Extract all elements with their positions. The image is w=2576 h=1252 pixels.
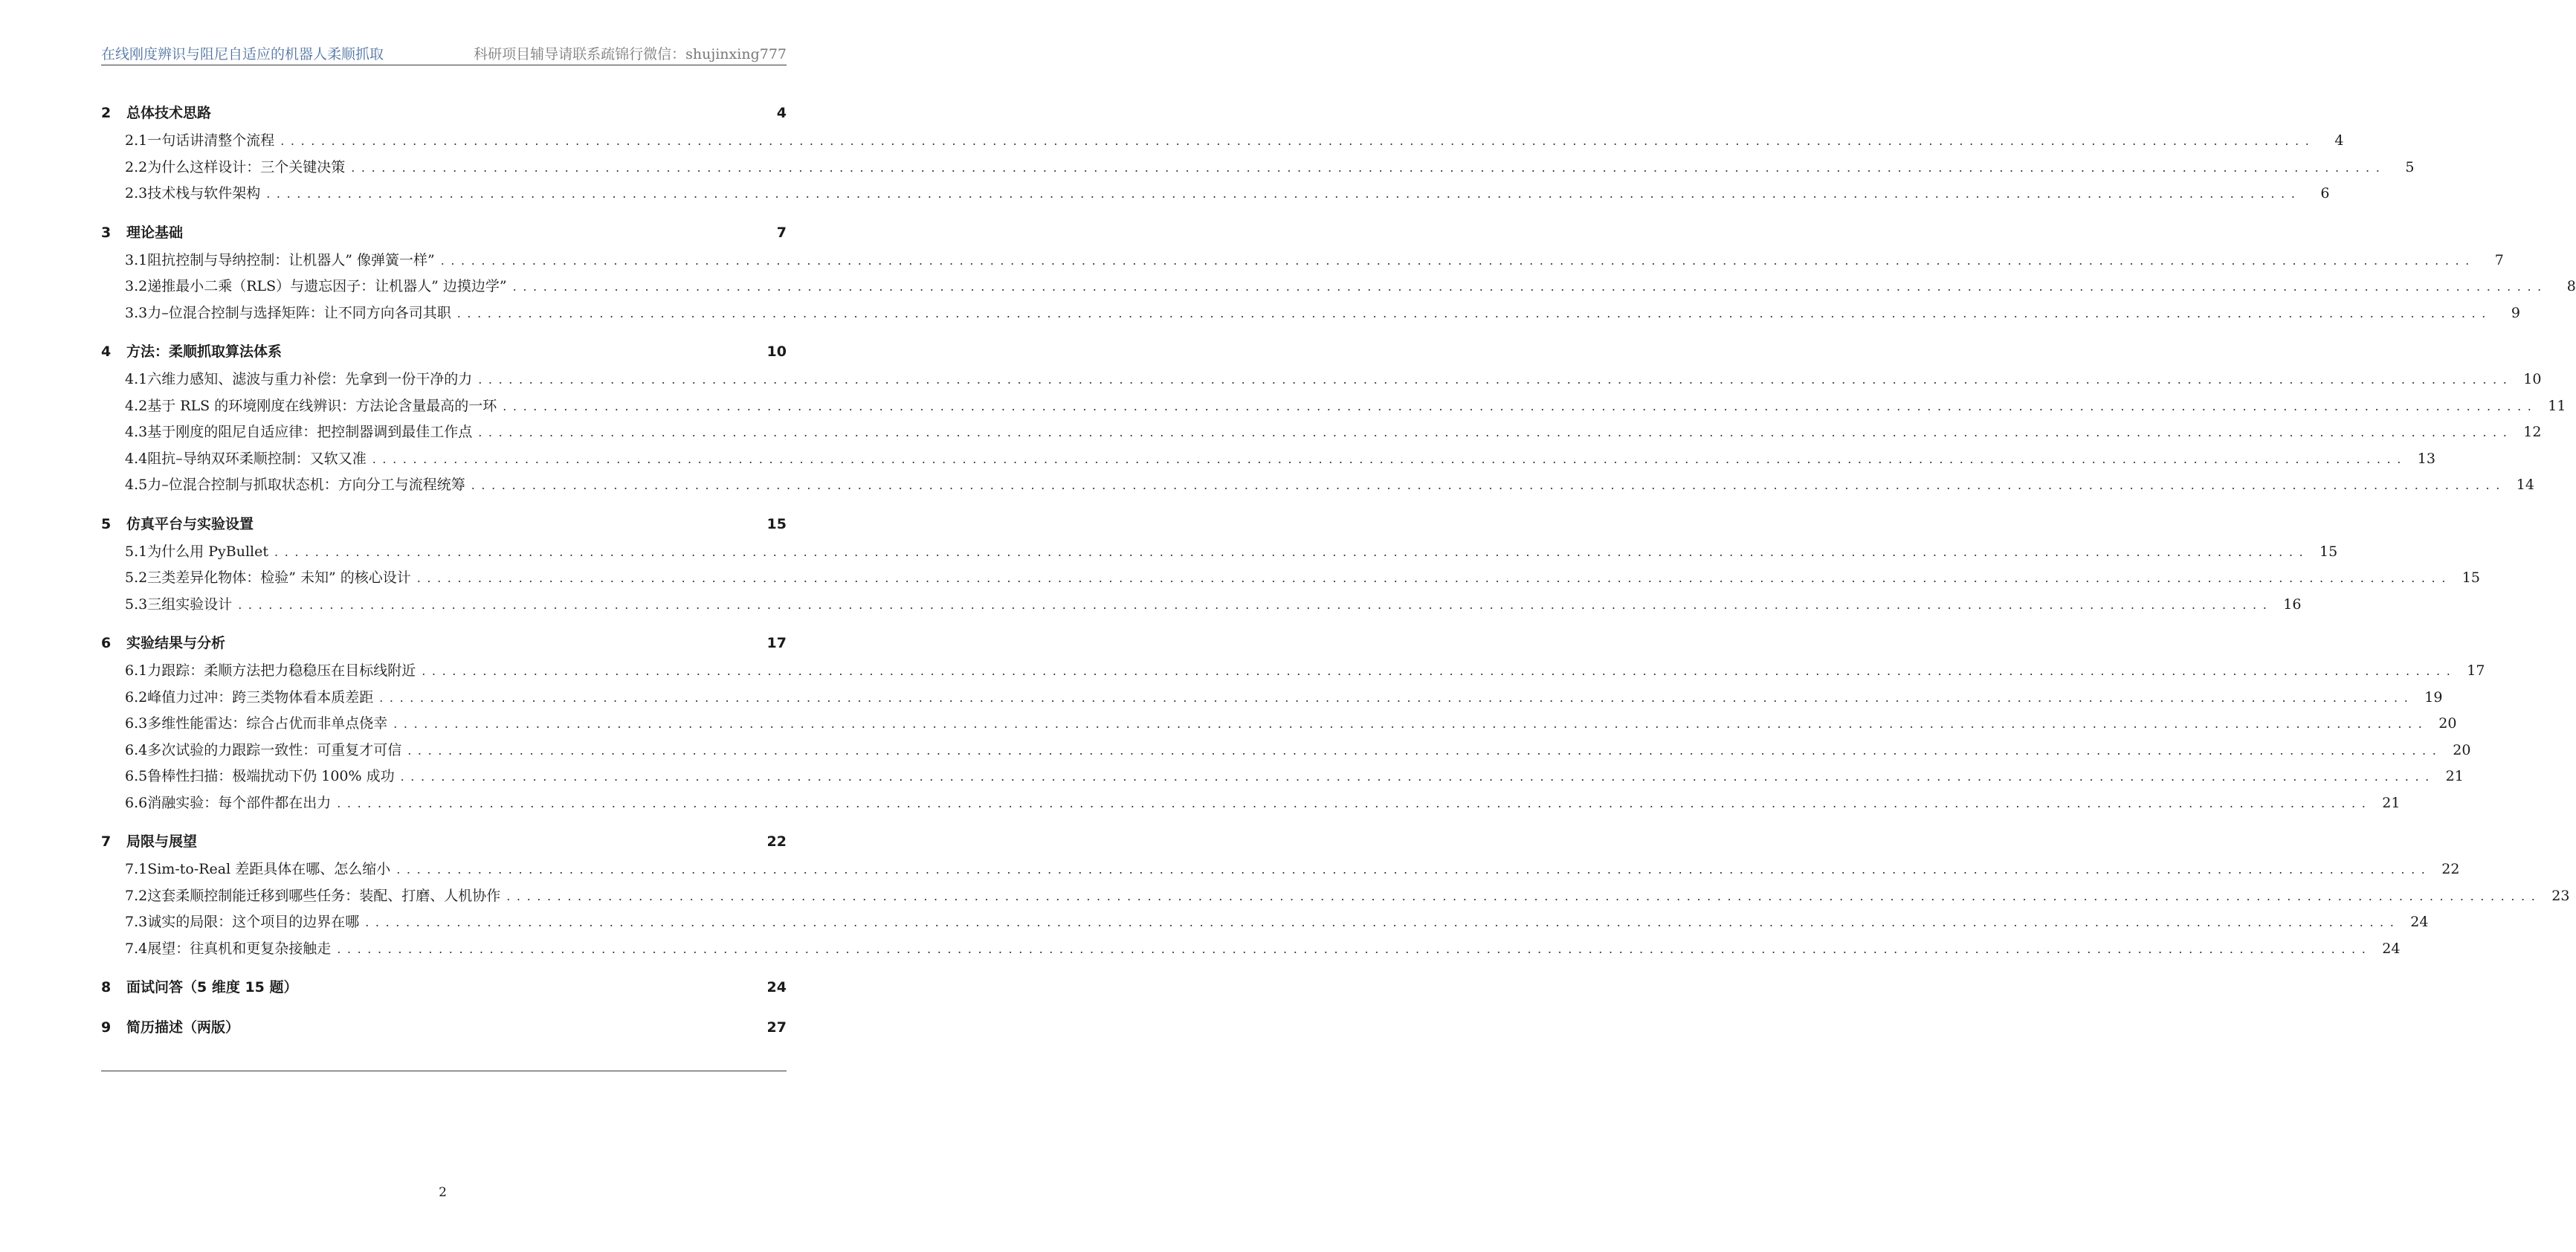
subsection-number: 3.1: [125, 251, 148, 268]
subsection-page: 20: [2438, 715, 2457, 732]
section-page: 15: [766, 515, 787, 532]
toc-section-entry[interactable]: [101, 337, 787, 367]
dot-leader: ........................................................................................................................................................................................................: [456, 306, 2492, 320]
toc-subsection-entry[interactable]: [101, 764, 2464, 790]
subsection-title: 阻抗控制与导纳控制：让机器人” 像弹簧一样”: [147, 251, 435, 268]
subsection-page: 11: [2548, 397, 2566, 414]
subsection-title: 为什么这样设计：三个关键决策: [147, 158, 346, 175]
subsection-title: 基于 RLS 的环境刚度在线辨识：方法论含量最高的一环: [147, 397, 497, 414]
toc-subsection-entry[interactable]: [101, 711, 2457, 738]
section-number: 2: [101, 105, 112, 121]
section-page: 27: [766, 1019, 787, 1036]
dot-leader: ........................................................................................................................................................................................................: [506, 888, 2542, 903]
dot-leader: ........................................................................................................................................................................................................: [422, 664, 2457, 678]
subsection-number: 6.5: [125, 768, 148, 784]
subsection-title: 三组实验设计: [147, 596, 233, 613]
toc-subsection-entry[interactable]: [101, 155, 2415, 181]
subsection-page: 15: [2462, 569, 2480, 586]
toc-section: [101, 827, 2570, 962]
toc-subsection-entry[interactable]: [101, 393, 2566, 420]
toc-section: [101, 509, 2480, 619]
toc-section-entry[interactable]: [101, 98, 787, 128]
subsection-title: 基于刚度的阻尼自适应律：把控制器调到最佳工作点: [147, 424, 473, 440]
toc-subsection-entry[interactable]: [101, 274, 2576, 300]
subsection-number: 4.1: [125, 371, 148, 387]
subsection-page: 9: [2511, 304, 2520, 321]
toc-subsection-entry[interactable]: [101, 856, 2460, 883]
section-number: 9: [101, 1019, 112, 1036]
dot-leader: ........................................................................................................................................................................................................: [266, 187, 2302, 201]
subsection-page: 4: [2334, 132, 2344, 149]
section-page: 17: [766, 635, 787, 651]
subsection-title: 峰值力过冲：跨三类物体看本质差距: [147, 688, 374, 706]
subsection-number: 3.2: [125, 278, 148, 294]
toc-subsection-entry[interactable]: [101, 790, 2401, 817]
subsection-number: 6.2: [125, 688, 148, 706]
subsection-title: 多次试验的力跟踪一致性：可重复才可信: [147, 741, 402, 758]
subsection-title: 六维力感知、滤波与重力补偿：先拿到一份干净的力: [147, 371, 473, 387]
subsection-number: 7.4: [125, 940, 148, 957]
dot-leader: ........................................................................................................................................................................................................: [440, 253, 2476, 268]
subsection-number: 6.4: [125, 741, 148, 758]
section-title: 实验结果与分析: [126, 635, 226, 651]
subsection-number: 7.2: [125, 887, 148, 904]
toc-section-entry[interactable]: [101, 972, 787, 1002]
dot-leader: ........................................................................................................................................................................................................: [274, 544, 2310, 559]
section-title: 总体技术思路: [126, 105, 212, 121]
toc-subsection-entry[interactable]: [101, 738, 2471, 764]
toc-subsection-entry[interactable]: [101, 539, 2338, 566]
subsection-title: 力跟踪：柔顺方法把力稳稳压在目标线附近: [147, 662, 416, 679]
subsection-page: 14: [2516, 477, 2534, 493]
section-number: 5: [101, 515, 112, 532]
toc-subsection-entry[interactable]: [101, 300, 2520, 327]
subsection-title: 这套柔顺控制能迁移到哪些任务：装配、打磨、人机协作: [147, 887, 501, 904]
subsection-number: 5.3: [125, 596, 148, 613]
toc-subsection-entry[interactable]: [101, 248, 2504, 274]
section-title: 仿真平台与实验设置: [126, 515, 254, 532]
subsection-title: 鲁棒性扫描：极端扰动下仍 100% 成功: [147, 768, 395, 784]
toc-section: [101, 1013, 787, 1042]
subsection-number: 7.1: [125, 861, 148, 877]
subsection-title: 力–位混合控制与抓取状态机：方向分工与流程统筹: [147, 477, 465, 493]
subsection-number: 2.2: [125, 158, 148, 175]
section-number: 7: [101, 833, 112, 850]
dot-leader: ........................................................................................................................................................................................................: [503, 398, 2538, 413]
toc-subsection-entry[interactable]: [101, 446, 2435, 473]
table-of-contents: [101, 98, 2576, 1053]
section-number: 4: [101, 343, 112, 360]
subsection-number: 4.3: [125, 424, 148, 440]
toc-subsection-entry[interactable]: [101, 592, 2302, 619]
subsection-number: 7.3: [125, 914, 148, 930]
toc-section: [101, 337, 2566, 499]
dot-leader: ........................................................................................................................................................................................................: [400, 769, 2435, 784]
section-page: 7: [776, 224, 787, 241]
subsection-number: 2.1: [125, 132, 148, 149]
section-title: 理论基础: [126, 224, 184, 241]
running-title: 在线刚度辨识与阻尼自适应的机器人柔顺抓取: [101, 46, 384, 62]
subsection-page: 24: [2382, 940, 2401, 957]
subsection-page: 23: [2551, 887, 2570, 904]
subsection-page: 19: [2424, 688, 2443, 706]
toc-section-entry[interactable]: [101, 1013, 787, 1042]
section-title: 方法：柔顺抓取算法体系: [126, 343, 283, 360]
toc-section: [101, 98, 2415, 207]
subsection-page: 12: [2523, 424, 2542, 440]
section-page: 10: [766, 343, 787, 360]
page-number: 2: [439, 1185, 447, 1200]
section-number: 6: [101, 635, 112, 651]
toc-subsection-entry[interactable]: [101, 909, 2429, 936]
section-page: 4: [776, 105, 787, 121]
dot-leader: ........................................................................................................................................................................................................: [396, 862, 2432, 877]
subsection-number: 4.4: [125, 450, 148, 467]
dot-leader: ........................................................................................................................................................................................................: [365, 915, 2401, 929]
dot-leader: ........................................................................................................................................................................................................: [238, 597, 2273, 612]
toc-subsection-entry[interactable]: [101, 181, 2330, 207]
subsection-title: 多维性能雷达：综合占优而非单点侥幸: [147, 715, 388, 732]
toc-subsection-entry[interactable]: [101, 658, 2485, 685]
subsection-page: 16: [2283, 596, 2302, 613]
subsection-page: 20: [2453, 741, 2471, 758]
dot-leader: ........................................................................................................................................................................................................: [416, 571, 2452, 585]
subsection-title: 三类差异化物体：检验” 未知” 的核心设计: [147, 569, 411, 586]
toc-subsection-entry[interactable]: [101, 367, 2542, 393]
toc-section: [101, 628, 2485, 816]
section-number: 8: [101, 979, 112, 996]
subsection-number: 4.2: [125, 397, 148, 414]
dot-leader: ........................................................................................................................................................................................................: [351, 160, 2386, 175]
subsection-page: 10: [2523, 371, 2542, 387]
subsection-number: 6.6: [125, 794, 148, 811]
toc-section: [101, 972, 787, 1002]
subsection-page: 24: [2410, 914, 2429, 930]
subsection-number: 3.3: [125, 304, 148, 321]
toc-section-entry[interactable]: [101, 218, 787, 248]
toc-section-entry[interactable]: [101, 509, 787, 539]
subsection-title: 诚实的局限：这个项目的边界在哪: [147, 914, 360, 930]
subsection-number: 5.1: [125, 543, 148, 560]
toc-subsection-entry[interactable]: [101, 685, 2443, 711]
subsection-title: 展望：往真机和更复杂接触走: [147, 940, 332, 957]
section-number: 3: [101, 224, 112, 241]
subsection-page: 6: [2320, 185, 2330, 201]
subsection-page: 21: [2382, 794, 2401, 811]
dot-leader: ........................................................................................................................................................................................................: [379, 690, 2415, 705]
subsection-page: 21: [2445, 768, 2464, 784]
dot-leader: ........................................................................................................................................................................................................: [337, 796, 2372, 810]
section-title: 简历描述（两版）: [126, 1019, 240, 1036]
dot-leader: ........................................................................................................................................................................................................: [372, 451, 2407, 466]
subsection-page: 5: [2405, 158, 2415, 175]
toc-subsection-entry[interactable]: [101, 565, 2480, 592]
toc-subsection-entry[interactable]: [101, 472, 2534, 499]
dot-leader: ........................................................................................................................................................................................................: [478, 372, 2514, 387]
subsection-page: 15: [2320, 543, 2338, 560]
toc-subsection-entry[interactable]: [101, 883, 2570, 910]
subsection-title: 阻抗–导纳双环柔顺控制：又软又准: [147, 450, 367, 467]
dot-leader: ........................................................................................................................................................................................................: [512, 280, 2548, 294]
subsection-page: 8: [2566, 278, 2576, 294]
subsection-page: 13: [2417, 450, 2435, 467]
dot-leader: ........................................................................................................................................................................................................: [407, 743, 2443, 758]
dot-leader: ........................................................................................................................................................................................................: [471, 478, 2506, 492]
subsection-title: 力–位混合控制与选择矩阵：让不同方向各司其职: [147, 304, 451, 321]
subsection-number: 6.1: [125, 662, 148, 679]
subsection-page: 17: [2467, 662, 2485, 679]
toc-section-entry[interactable]: [101, 827, 787, 856]
toc-subsection-entry[interactable]: [101, 128, 2344, 155]
toc-section-entry[interactable]: [101, 628, 787, 658]
toc-section: [101, 218, 2576, 327]
dot-leader: ........................................................................................................................................................................................................: [337, 941, 2372, 956]
section-page: 24: [766, 979, 787, 996]
subsection-title: 一句话讲清整个流程: [147, 132, 275, 149]
dot-leader: ........................................................................................................................................................................................................: [280, 134, 2316, 148]
subsection-page: 22: [2441, 861, 2460, 877]
section-title: 局限与展望: [126, 833, 198, 850]
page-header: [101, 43, 787, 65]
dot-leader: ........................................................................................................................................................................................................: [393, 717, 2429, 731]
dot-leader: ........................................................................................................................................................................................................: [478, 425, 2514, 439]
subsection-number: 6.3: [125, 715, 148, 732]
subsection-title: Sim-to-Real 差距具体在哪、怎么缩小: [147, 861, 391, 877]
subsection-title: 消融实验：每个部件都在出力: [147, 794, 332, 811]
section-title: 面试问答（5 维度 15 题）: [126, 979, 298, 996]
subsection-number: 5.2: [125, 569, 148, 586]
toc-subsection-entry[interactable]: [101, 419, 2542, 446]
subsection-title: 为什么用 PyBullet: [147, 543, 269, 560]
subsection-page: 7: [2494, 251, 2504, 268]
subsection-title: 技术栈与软件架构: [147, 185, 261, 201]
toc-subsection-entry[interactable]: [101, 936, 2401, 963]
section-page: 22: [766, 833, 787, 850]
contact-note: 科研项目辅导请联系疏锦行微信：shujinxing777: [474, 46, 787, 62]
subsection-number: 2.3: [125, 185, 148, 201]
subsection-title: 递推最小二乘（RLS）与遗忘因子：让机器人” 边摸边学”: [147, 278, 507, 294]
subsection-number: 4.5: [125, 477, 148, 493]
